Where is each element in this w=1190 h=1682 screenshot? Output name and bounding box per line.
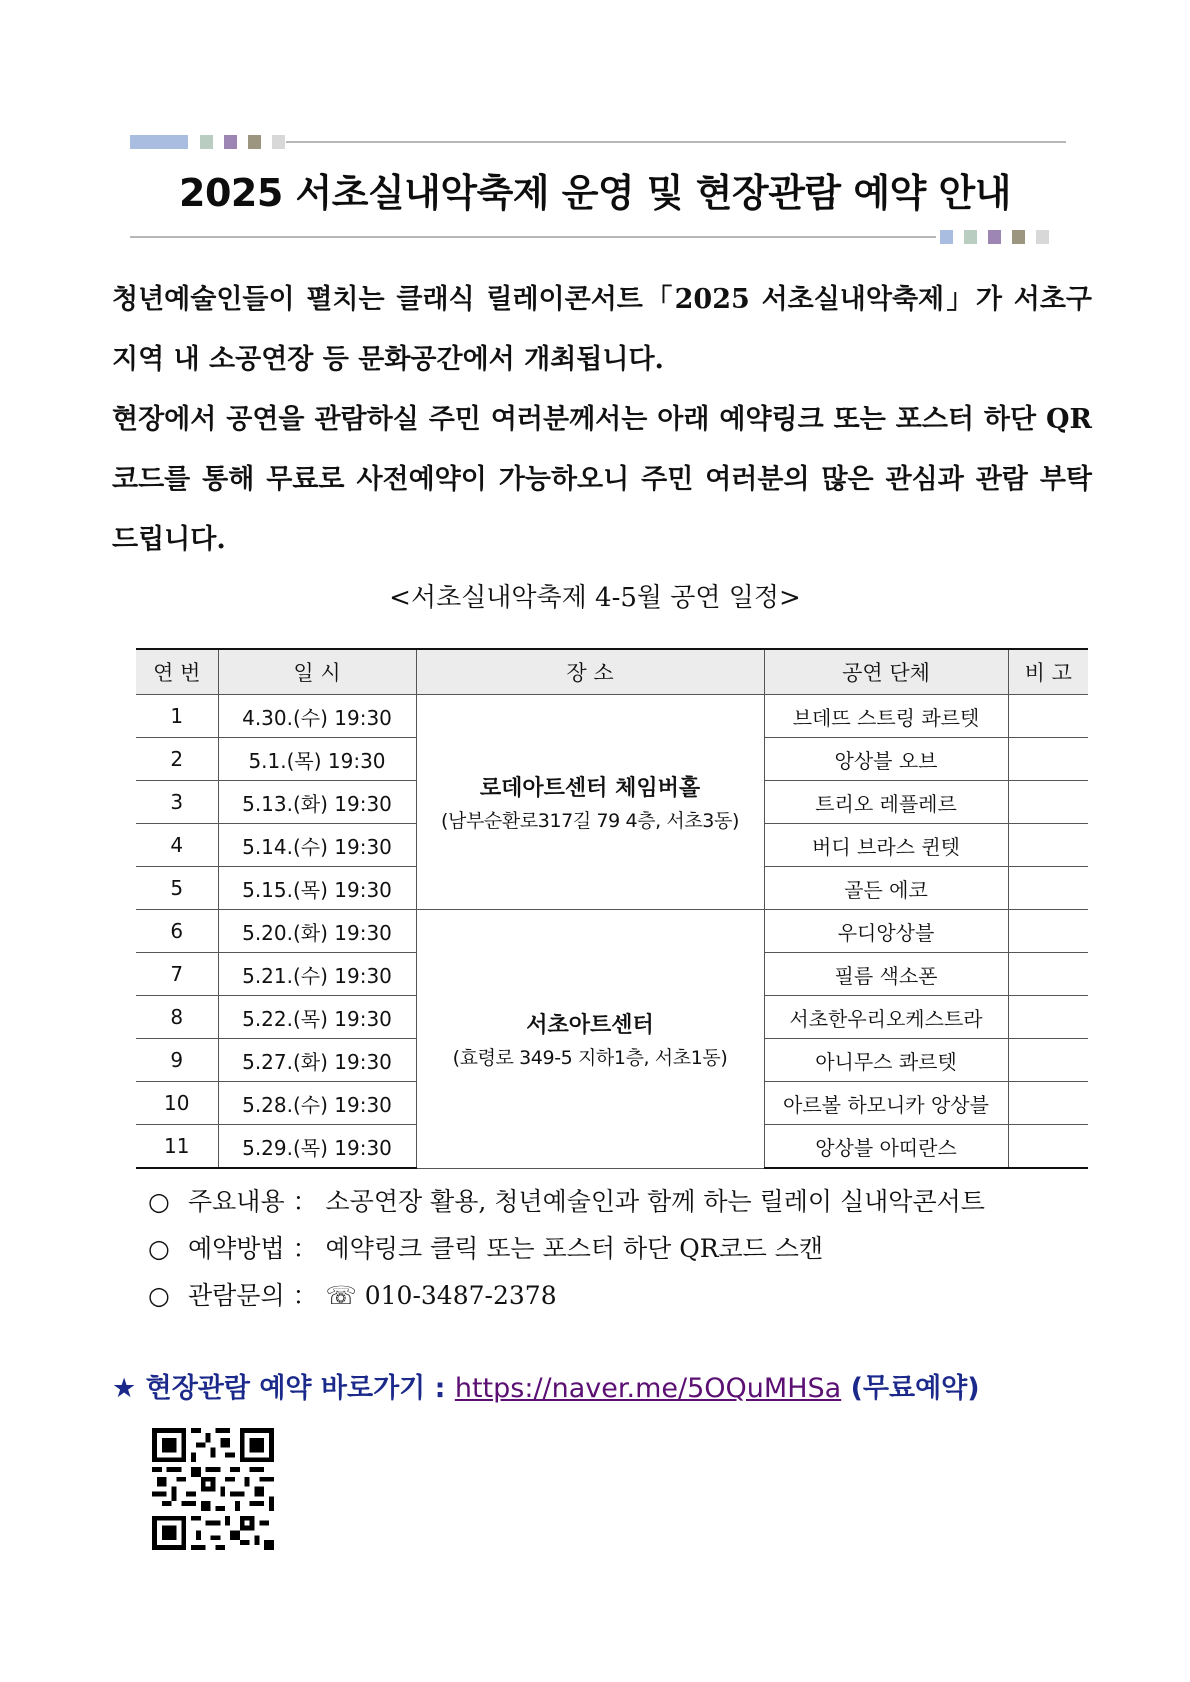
reservation-line	[112, 1366, 1092, 1405]
row-note	[1008, 695, 1088, 738]
row-note	[1008, 1082, 1088, 1125]
row-datetime: 5.27.(화) 19:30	[218, 1039, 416, 1082]
info-separator: ：	[292, 1187, 318, 1216]
info-list	[148, 1178, 1088, 1319]
row-datetime: 4.30.(수) 19:30	[218, 695, 416, 738]
info-label: 주요내용	[188, 1187, 285, 1216]
header-venue: 장 소	[416, 649, 764, 695]
row-datetime: 5.14.(수) 19:30	[218, 824, 416, 867]
row-datetime: 5.15.(목) 19:30	[218, 867, 416, 910]
bullet-mark: ○	[148, 1187, 170, 1216]
row-datetime: 5.29.(목) 19:30	[218, 1125, 416, 1169]
header-no: 연 번	[136, 649, 218, 695]
bullet-mark: ○	[148, 1281, 170, 1310]
row-datetime: 5.28.(수) 19:30	[218, 1082, 416, 1125]
star-icon: ★	[112, 1373, 137, 1404]
row-group: 아니무스 콰르텟	[764, 1039, 1008, 1082]
header-note: 비 고	[1008, 649, 1088, 695]
row-note	[1008, 738, 1088, 781]
header-datetime: 일 시	[218, 649, 416, 695]
row-datetime: 5.20.(화) 19:30	[218, 910, 416, 953]
row-note	[1008, 781, 1088, 824]
info-separator: ：	[292, 1234, 318, 1263]
venue-name: 서초아트센터	[526, 1012, 654, 1038]
reservation-link[interactable]: https://naver.me/5OQuMHSa	[454, 1373, 842, 1404]
schedule-title: <서초실내악축제 4-5월 공연 일정>	[389, 583, 801, 613]
deco-square	[940, 230, 953, 244]
deco-line	[286, 141, 1066, 143]
row-group: 브데뜨 스트링 콰르텟	[764, 695, 1008, 738]
page-title: 2025 서초실내악축제 운영 및 현장관람 예약 안내	[179, 171, 1011, 215]
row-no: 5	[136, 867, 218, 910]
row-group: 우디앙상블	[764, 910, 1008, 953]
deco-square	[248, 135, 261, 149]
row-group: 버디 브라스 퀸텟	[764, 824, 1008, 867]
deco-square	[272, 135, 285, 149]
row-note	[1008, 910, 1088, 953]
reservation-label: 현장관람 예약 바로가기 :	[145, 1373, 446, 1404]
row-no: 11	[136, 1125, 218, 1169]
venue-cell	[416, 695, 764, 910]
row-note	[1008, 953, 1088, 996]
table-header-row	[136, 649, 1088, 695]
deco-square	[1036, 230, 1049, 244]
info-label: 관람문의	[188, 1281, 285, 1310]
deco-square	[964, 230, 977, 244]
deco-square	[988, 230, 1001, 244]
schedule-table	[136, 648, 1088, 1169]
row-datetime: 5.22.(목) 19:30	[218, 996, 416, 1039]
row-no: 4	[136, 824, 218, 867]
deco-square	[200, 135, 213, 149]
row-group: 필름 색소폰	[764, 953, 1008, 996]
row-no: 7	[136, 953, 218, 996]
qr-code-icon[interactable]	[152, 1428, 274, 1550]
deco-square	[224, 135, 237, 149]
row-group: 아르볼 하모니카 앙상블	[764, 1082, 1008, 1125]
row-no: 3	[136, 781, 218, 824]
row-note	[1008, 996, 1088, 1039]
info-label: 예약방법	[188, 1234, 285, 1263]
row-group: 앙상블 오브	[764, 738, 1008, 781]
table-row	[136, 695, 1088, 738]
venue-cell	[416, 910, 764, 1169]
info-text: 예약링크 클릭 또는 포스터 하단 QR코드 스캔	[325, 1234, 824, 1263]
deco-square	[1012, 230, 1025, 244]
row-no: 2	[136, 738, 218, 781]
row-no: 1	[136, 695, 218, 738]
row-datetime: 5.21.(수) 19:30	[218, 953, 416, 996]
row-group: 서초한우리오케스트라	[764, 996, 1008, 1039]
row-note	[1008, 1125, 1088, 1169]
row-datetime: 5.1.(목) 19:30	[218, 738, 416, 781]
info-text: ☏ 010-3487-2378	[325, 1281, 557, 1310]
row-group: 트리오 레플레르	[764, 781, 1008, 824]
row-group: 앙상블 아띠란스	[764, 1125, 1008, 1169]
venue-address: (효령로 349-5 지하1층, 서초1동)	[452, 1046, 728, 1069]
row-no: 6	[136, 910, 218, 953]
info-separator: ：	[292, 1281, 318, 1310]
info-item-method	[148, 1225, 1088, 1272]
intro-paragraph: 현장에서 공연을 관람하실 주민 여러분께서는 아래 예약링크 또는 포스터 하단 QR코드를 통해 무료로 사전예약이 가능하오니 주민 여러분의 많은 관심과 관람 부탁드립니다.	[112, 404, 1092, 555]
row-note	[1008, 867, 1088, 910]
row-note	[1008, 824, 1088, 867]
intro-paragraph: 청년예술인들이 펼치는 클래식 릴레이콘서트「2025 서초실내악축제」가 서초구 지역 내 소공연장 등 문화공간에서 개최됩니다.	[112, 284, 1092, 375]
table-row	[136, 910, 1088, 953]
row-datetime: 5.13.(화) 19:30	[218, 781, 416, 824]
row-no: 10	[136, 1082, 218, 1125]
row-no: 8	[136, 996, 218, 1039]
info-item-contact	[148, 1272, 1088, 1319]
deco-square	[130, 135, 188, 149]
row-note	[1008, 1039, 1088, 1082]
venue-name: 로데아트센터 체임버홀	[479, 776, 701, 801]
row-no: 9	[136, 1039, 218, 1082]
header-group: 공연 단체	[764, 649, 1008, 695]
intro-text	[112, 270, 1092, 570]
venue-address: (남부순환로317길 79 4층, 서초3동)	[441, 810, 739, 832]
reservation-suffix: (무료예약)	[850, 1373, 980, 1404]
row-group: 골든 에코	[764, 867, 1008, 910]
info-text: 소공연장 활용, 청년예술인과 함께 하는 릴레이 실내악콘서트	[325, 1187, 985, 1216]
info-item-content	[148, 1178, 1088, 1225]
deco-line	[130, 236, 936, 238]
bullet-mark: ○	[148, 1234, 170, 1263]
